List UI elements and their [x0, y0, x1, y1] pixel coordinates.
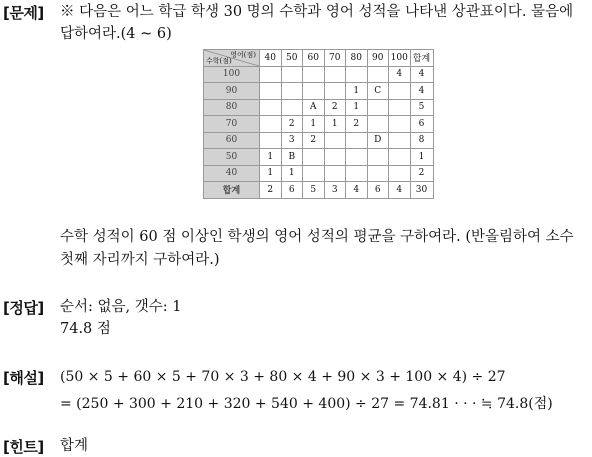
- table-cell: 4: [389, 66, 411, 83]
- table-cell: [346, 149, 368, 166]
- table-cell: [346, 132, 368, 149]
- correlation-table: [203, 49, 434, 199]
- table-cell: 5: [410, 99, 433, 116]
- row-header: 80: [204, 99, 260, 116]
- table-cell: 6: [410, 116, 433, 133]
- table-cell: D: [367, 132, 389, 149]
- table-cell: [389, 149, 411, 166]
- table-cell: 2: [410, 165, 433, 182]
- table-cell: 3: [324, 182, 346, 199]
- problem-tag: [문제]: [3, 4, 44, 22]
- table-cell: [389, 116, 411, 133]
- table-row: [204, 66, 434, 83]
- table-cell: 1: [410, 149, 433, 166]
- table-total-row: [204, 182, 434, 199]
- table-cell: [303, 165, 325, 182]
- table-cell: [367, 149, 389, 166]
- table-cell: 1: [303, 116, 325, 133]
- hint-text: 합계: [60, 438, 89, 454]
- row-header: 70: [204, 116, 260, 133]
- column-header: 합계: [410, 50, 433, 67]
- row-header: 50: [204, 149, 260, 166]
- table-row: [204, 116, 434, 133]
- table-cell: [281, 66, 303, 83]
- table-cell: 4: [410, 66, 433, 83]
- table-cell: [281, 83, 303, 100]
- table-cell: 1: [346, 99, 368, 116]
- table-cell: [367, 165, 389, 182]
- table-body: [204, 66, 434, 198]
- row-axis-label: 수학(점): [206, 56, 232, 65]
- problem-line-1: ※ 다음은 어느 학급 학생 30 명의 수학과 영어 성적을 나타낸 상관표이다. 물음에: [60, 4, 574, 20]
- table-cell: [303, 66, 325, 83]
- table-row: [204, 165, 434, 182]
- table-cell: C: [367, 83, 389, 100]
- hint-tag: [힌트]: [3, 438, 44, 456]
- table-cell: 4: [389, 182, 411, 199]
- table-cell: [389, 99, 411, 116]
- table-cell: [367, 99, 389, 116]
- table-cell: [260, 66, 282, 83]
- question-line-2: 첫째 자리까지 구하여라.): [60, 252, 220, 268]
- problem-line-2: 답하여라.(4 ~ 6): [60, 26, 172, 42]
- table-cell: [260, 99, 282, 116]
- table-cell: 6: [281, 182, 303, 199]
- table-cell: [260, 116, 282, 133]
- table-cell: 2: [346, 116, 368, 133]
- column-header: 70: [324, 50, 346, 67]
- table-row: [204, 132, 434, 149]
- column-axis-label: 영어(점): [230, 51, 256, 59]
- row-header: 40: [204, 165, 260, 182]
- table-cell: [324, 83, 346, 100]
- column-header: 100: [389, 50, 411, 67]
- row-header: 합계: [204, 182, 260, 199]
- table-cell: [324, 165, 346, 182]
- column-header: 40: [260, 50, 282, 67]
- table-cell: 1: [260, 165, 282, 182]
- row-header: 90: [204, 83, 260, 100]
- table-cell: [367, 66, 389, 83]
- table-cell: [389, 132, 411, 149]
- table-cell: [324, 66, 346, 83]
- solution-tag: [해설]: [3, 369, 44, 387]
- table-cell: [281, 99, 303, 116]
- row-header: 100: [204, 66, 260, 83]
- table-cell: 2: [324, 99, 346, 116]
- solution-line-1: (50 × 5 + 60 × 5 + 70 × 3 + 80 × 4 + 90 × 3 + 100 × 4) ÷ 27: [60, 369, 506, 385]
- table-cell: [346, 165, 368, 182]
- column-header: 60: [303, 50, 325, 67]
- table-cell: B: [281, 149, 303, 166]
- table-cell: 1: [324, 116, 346, 133]
- answer-tag: [정답]: [3, 299, 44, 317]
- table-cell: 8: [410, 132, 433, 149]
- table-cell: [324, 149, 346, 166]
- table-cell: 2: [303, 132, 325, 149]
- table-cell: 1: [260, 149, 282, 166]
- solution-line-2: = (250 + 300 + 210 + 320 + 540 + 400) ÷ 27 = 74.81 · · · ≒ 74.8(점): [60, 396, 553, 412]
- column-header: 90: [367, 50, 389, 67]
- table-cell: 4: [410, 83, 433, 100]
- row-header: 60: [204, 132, 260, 149]
- table-cell: 2: [260, 182, 282, 199]
- table-cell: 30: [410, 182, 433, 199]
- table-cell: 1: [346, 83, 368, 100]
- answer-line-1: 순서: 없음, 갯수: 1: [60, 299, 182, 315]
- question-line-1: 수학 성적이 60 점 이상인 학생의 영어 성적의 평균을 구하여라. (반올림하여 소수: [60, 229, 574, 245]
- table-cell: 4: [346, 182, 368, 199]
- table-cell: [346, 66, 368, 83]
- table-cell: 2: [281, 116, 303, 133]
- table-cell: 5: [303, 182, 325, 199]
- table-cell: [303, 149, 325, 166]
- answer-line-2: 74.8 점: [60, 321, 111, 337]
- table-row: [204, 149, 434, 166]
- table-cell: [389, 165, 411, 182]
- table-row: [204, 83, 434, 100]
- column-header: 50: [281, 50, 303, 67]
- table-cell: [303, 83, 325, 100]
- table-cell: [260, 83, 282, 100]
- table-cell: 1: [281, 165, 303, 182]
- table-cell: 3: [281, 132, 303, 149]
- table-cell: A: [303, 99, 325, 116]
- table-cell: [389, 83, 411, 100]
- table-header-row: [204, 50, 434, 67]
- table-corner-cell: [204, 50, 260, 67]
- table-cell: [324, 132, 346, 149]
- table-row: [204, 99, 434, 116]
- column-header: 80: [346, 50, 368, 67]
- table-cell: 6: [367, 182, 389, 199]
- table-cell: [260, 132, 282, 149]
- table-cell: [367, 116, 389, 133]
